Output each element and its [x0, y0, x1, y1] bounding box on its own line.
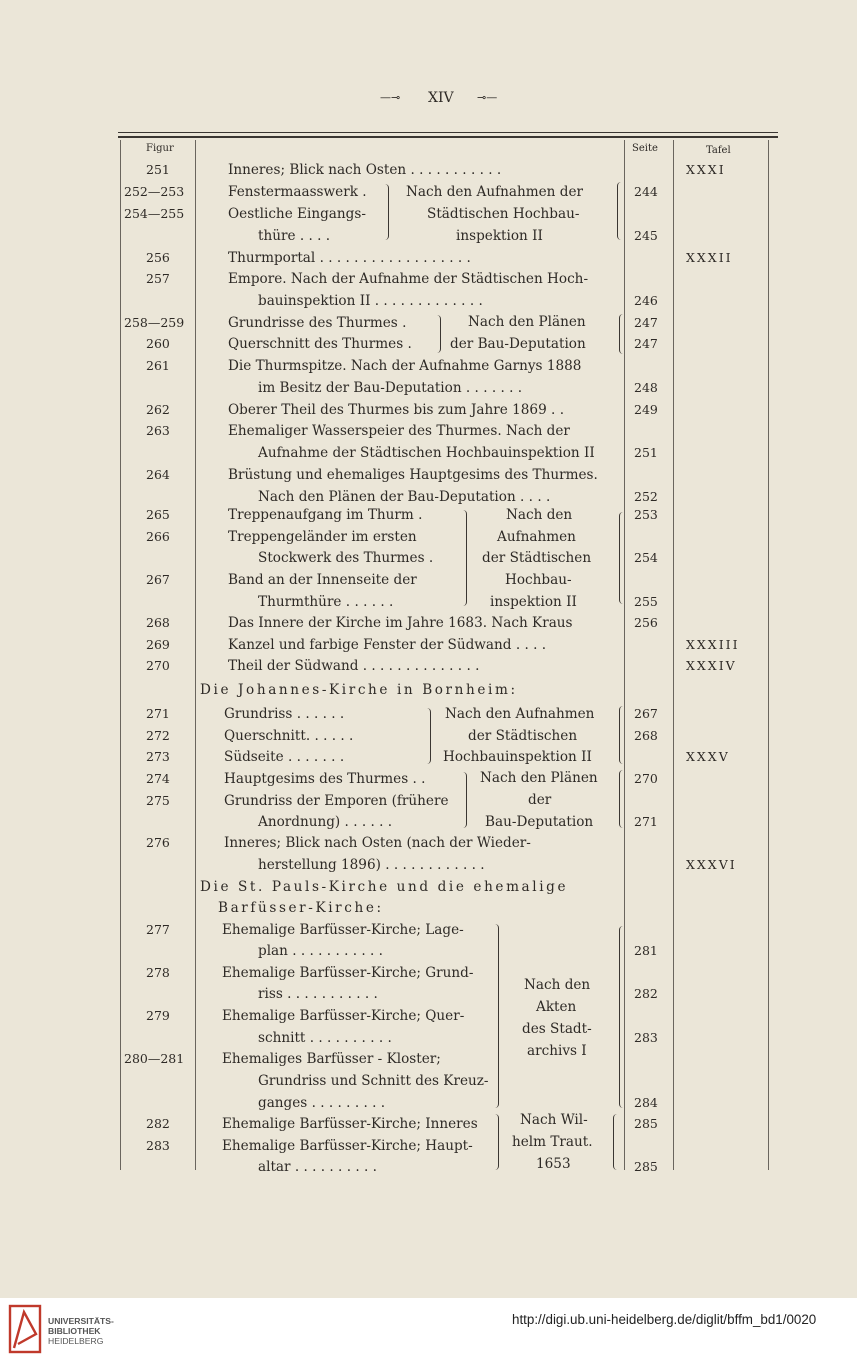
entry-text: Inneres; Blick nach Osten . . . . . . . . . . . — [228, 162, 502, 178]
entry-text: Das Innere der Kirche im Jahre 1683. Nach Kraus — [228, 615, 573, 631]
entry-text: Empore. Nach der Aufnahme der Städtischen Hoch- — [228, 271, 589, 287]
section-heading-pauls: Die St. Pauls-Kirche und die ehemalige — [200, 879, 569, 895]
side-note-b2: der Bau-Deputation — [450, 336, 586, 352]
page-header-ornament-left: —⊸ — [380, 91, 401, 104]
entry-text: Grundriss . . . . . . — [224, 706, 345, 722]
figure-number: 283 — [146, 1138, 170, 1153]
page-reference: 254 — [634, 550, 658, 565]
brace-e-right — [619, 770, 624, 828]
page-header-ornament-right: ⊸— — [477, 91, 498, 104]
page-reference: 267 — [634, 706, 658, 721]
figure-number: 256 — [146, 250, 170, 265]
entry-text: Treppenaufgang im Thurm . — [228, 507, 423, 523]
entry-text: Band an der Innenseite der — [228, 572, 417, 588]
column-line-figur — [195, 140, 196, 1170]
side-note-e2: der — [528, 792, 552, 808]
side-note-g2: helm Traut. — [512, 1134, 593, 1150]
figure-number: 258—259 — [124, 315, 185, 330]
entry-text: Thurmportal . . . . . . . . . . . . . . . . . . — [228, 250, 471, 266]
figure-number: 261 — [146, 358, 170, 373]
plate-reference: XXXIII — [686, 637, 740, 652]
entry-text: thüre . . . . — [258, 228, 331, 244]
side-note-c2: Aufnahmen — [497, 529, 576, 545]
figure-number: 279 — [146, 1008, 170, 1023]
entry-text: Oestliche Eingangs- — [228, 206, 366, 222]
figure-number: 269 — [146, 637, 170, 652]
side-note-e1: Nach den Plänen — [480, 770, 598, 786]
brace-f-right — [619, 926, 624, 1108]
figure-number: 276 — [146, 835, 170, 850]
figure-number: 251 — [146, 162, 170, 177]
page-reference: 285 — [634, 1116, 658, 1131]
page-number: XIV — [428, 90, 454, 106]
page-reference: 251 — [634, 445, 658, 460]
figure-number: 282 — [146, 1116, 170, 1131]
page-reference: 247 — [634, 315, 658, 330]
section-heading-johannes: Die Johannes-Kirche in Bornheim: — [200, 682, 518, 698]
figure-number: 280—281 — [124, 1051, 185, 1066]
entry-text: Grundriss und Schnitt des Kreuz- — [258, 1073, 489, 1089]
entry-text: Thurmthüre . . . . . . — [258, 594, 394, 610]
page-reference: 249 — [634, 402, 658, 417]
side-note-f4: archivs I — [527, 1043, 587, 1059]
column-line-seite-left — [624, 140, 625, 1170]
entry-text: Südseite . . . . . . . — [224, 749, 345, 765]
column-line-right — [768, 140, 769, 1170]
side-note-c5: inspektion II — [490, 594, 577, 610]
side-note-c4: Hochbau- — [505, 572, 572, 588]
figure-number: 273 — [146, 749, 170, 764]
top-rule-thick — [118, 136, 778, 138]
brace-e — [462, 772, 467, 828]
plate-reference: XXXV — [686, 749, 730, 764]
figure-number: 267 — [146, 572, 170, 587]
entry-text: Ehemaliger Wasserspeier des Thurmes. Nach der — [228, 423, 570, 439]
entry-text: Ehemaliges Barfüsser - Kloster; — [222, 1051, 441, 1067]
page-reference: 244 — [634, 184, 658, 199]
side-note-d2: der Städtischen — [468, 728, 578, 744]
side-note-d3: Hochbauinspektion II — [443, 749, 592, 765]
page-reference: 248 — [634, 380, 658, 395]
figure-number: 274 — [146, 771, 170, 786]
top-rule-thin — [118, 132, 778, 133]
figure-number: 265 — [146, 507, 170, 522]
entry-text: Ehemalige Barfüsser-Kirche; Inneres — [222, 1116, 478, 1132]
brace-a — [384, 184, 389, 240]
figure-number: 264 — [146, 467, 170, 482]
entry-text: schnitt . . . . . . . . . . — [258, 1030, 392, 1046]
page-reference: 255 — [634, 594, 658, 609]
entry-text: Hauptgesims des Thurmes . . — [224, 771, 426, 787]
figure-number: 266 — [146, 529, 170, 544]
brace-b — [436, 315, 441, 353]
column-header-figur: Figur — [146, 143, 174, 154]
entry-text: Kanzel und farbige Fenster der Südwand . . . . — [228, 637, 547, 653]
page-reference: 284 — [634, 1095, 658, 1110]
plate-reference: XXXII — [686, 250, 733, 265]
entry-text: Aufnahme der Städtischen Hochbauinspektion II — [258, 445, 595, 461]
side-note-d1: Nach den Aufnahmen — [445, 706, 595, 722]
side-note-f1: Nach den — [524, 977, 591, 993]
brace-a-right — [617, 182, 622, 240]
page-reference: 271 — [634, 814, 658, 829]
page-reference: 253 — [634, 507, 658, 522]
entry-text: Treppengeländer im ersten — [228, 529, 417, 545]
entry-text: Stockwerk des Thurmes . — [258, 550, 434, 566]
entry-text: Querschnitt. . . . . . — [224, 728, 354, 744]
column-header-tafel: Tafel — [706, 145, 731, 156]
plate-reference: XXXI — [686, 162, 726, 177]
side-note-c1: Nach den — [506, 507, 573, 523]
entry-text: Anordnung) . . . . . . — [258, 814, 393, 830]
figure-number: 270 — [146, 658, 170, 673]
page-reference: 252 — [634, 489, 658, 504]
entry-text: ganges . . . . . . . . . — [258, 1095, 386, 1111]
page-reference: 285 — [634, 1159, 658, 1174]
column-line-seite-right — [673, 140, 674, 1170]
entry-text: Ehemalige Barfüsser-Kirche; Quer- — [222, 1008, 465, 1024]
entry-text: Grundrisse des Thurmes . — [228, 315, 407, 331]
page-reference: 247 — [634, 336, 658, 351]
entry-text: Brüstung und ehemaliges Hauptgesims des Thurmes. — [228, 467, 598, 483]
figure-number: 260 — [146, 336, 170, 351]
side-note-e3: Bau-Deputation — [485, 814, 594, 830]
page-reference: 268 — [634, 728, 658, 743]
footer-bar — [0, 1298, 857, 1362]
logo-line-1: UNIVERSITÄTS- — [48, 1316, 114, 1326]
entry-text: riss . . . . . . . . . . . — [258, 986, 378, 1002]
brace-c — [462, 510, 467, 606]
figure-number: 278 — [146, 965, 170, 980]
brace-d — [426, 708, 431, 764]
figure-number: 262 — [146, 402, 170, 417]
page-reference: 282 — [634, 986, 658, 1001]
figure-number: 271 — [146, 706, 170, 721]
side-note-a1: Nach den Aufnahmen der — [406, 184, 583, 200]
side-note-b1: Nach den Plänen — [468, 314, 586, 330]
figure-number: 277 — [146, 922, 170, 937]
plate-reference: XXXVI — [686, 857, 737, 872]
figure-number: 252—253 — [124, 184, 185, 199]
side-note-f2: Akten — [536, 999, 577, 1015]
page-reference: 270 — [634, 771, 658, 786]
brace-g-right — [613, 1114, 618, 1170]
plate-reference: XXXIV — [686, 658, 737, 673]
entry-text: bauinspektion II . . . . . . . . . . . . . — [258, 293, 483, 309]
figure-number: 268 — [146, 615, 170, 630]
brace-f — [494, 924, 499, 1108]
entry-text: Nach den Plänen der Bau-Deputation . . . . — [258, 489, 551, 505]
figure-number: 257 — [146, 271, 170, 286]
entry-text: Grundriss der Emporen (frühere — [224, 793, 449, 809]
figure-number: 254—255 — [124, 206, 185, 221]
page-reference: 283 — [634, 1030, 658, 1045]
figure-number: 272 — [146, 728, 170, 743]
side-note-a3: inspektion II — [456, 228, 543, 244]
side-note-g3: 1653 — [536, 1156, 571, 1172]
entry-text: Ehemalige Barfüsser-Kirche; Haupt- — [222, 1138, 473, 1154]
side-note-a2: Städtischen Hochbau- — [427, 206, 580, 222]
source-url-link[interactable]: http://digi.ub.uni-heidelberg.de/diglit/bffm_bd1/0020 — [512, 1312, 817, 1327]
page-reference: 245 — [634, 228, 658, 243]
brace-c-right — [619, 512, 624, 604]
entry-text: Inneres; Blick nach Osten (nach der Wieder- — [224, 835, 531, 851]
entry-text: Ehemalige Barfüsser-Kirche; Lage- — [222, 922, 464, 938]
column-header-seite: Seite — [632, 143, 658, 154]
brace-d-right — [619, 706, 624, 764]
brace-b-right — [619, 314, 624, 354]
entry-text: Die Thurmspitze. Nach der Aufnahme Garnys 1888 — [228, 358, 582, 374]
figure-number: 275 — [146, 793, 170, 808]
page-reference: 246 — [634, 293, 658, 308]
side-note-g1: Nach Wil- — [520, 1112, 588, 1128]
figure-number: 263 — [146, 423, 170, 438]
entry-text: Querschnitt des Thurmes . — [228, 336, 412, 352]
page-reference: 256 — [634, 615, 658, 630]
logo-line-3: HEIDELBERG — [48, 1336, 104, 1346]
logo-line-2: BIBLIOTHEK — [48, 1326, 101, 1336]
entry-text: plan . . . . . . . . . . . — [258, 943, 383, 959]
entry-text: Theil der Südwand . . . . . . . . . . . . . . — [228, 658, 480, 674]
entry-text: altar . . . . . . . . . . — [258, 1159, 377, 1175]
entry-text: im Besitz der Bau-Deputation . . . . . . . — [258, 380, 523, 396]
side-note-c3: der Städtischen — [482, 550, 592, 566]
page-reference: 281 — [634, 943, 658, 958]
entry-text: Ehemalige Barfüsser-Kirche; Grund- — [222, 965, 474, 981]
entry-text: Fenstermaasswerk . — [228, 184, 367, 200]
section-heading-barfuesser: Barfüsser-Kirche: — [218, 900, 384, 916]
brace-g — [494, 1114, 499, 1170]
column-line-left — [120, 140, 121, 1170]
entry-text: herstellung 1896) . . . . . . . . . . . . — [258, 857, 485, 873]
library-logo-icon — [8, 1304, 42, 1354]
side-note-f3: des Stadt- — [522, 1021, 592, 1037]
entry-text: Oberer Theil des Thurmes bis zum Jahre 1869 . . — [228, 402, 565, 418]
